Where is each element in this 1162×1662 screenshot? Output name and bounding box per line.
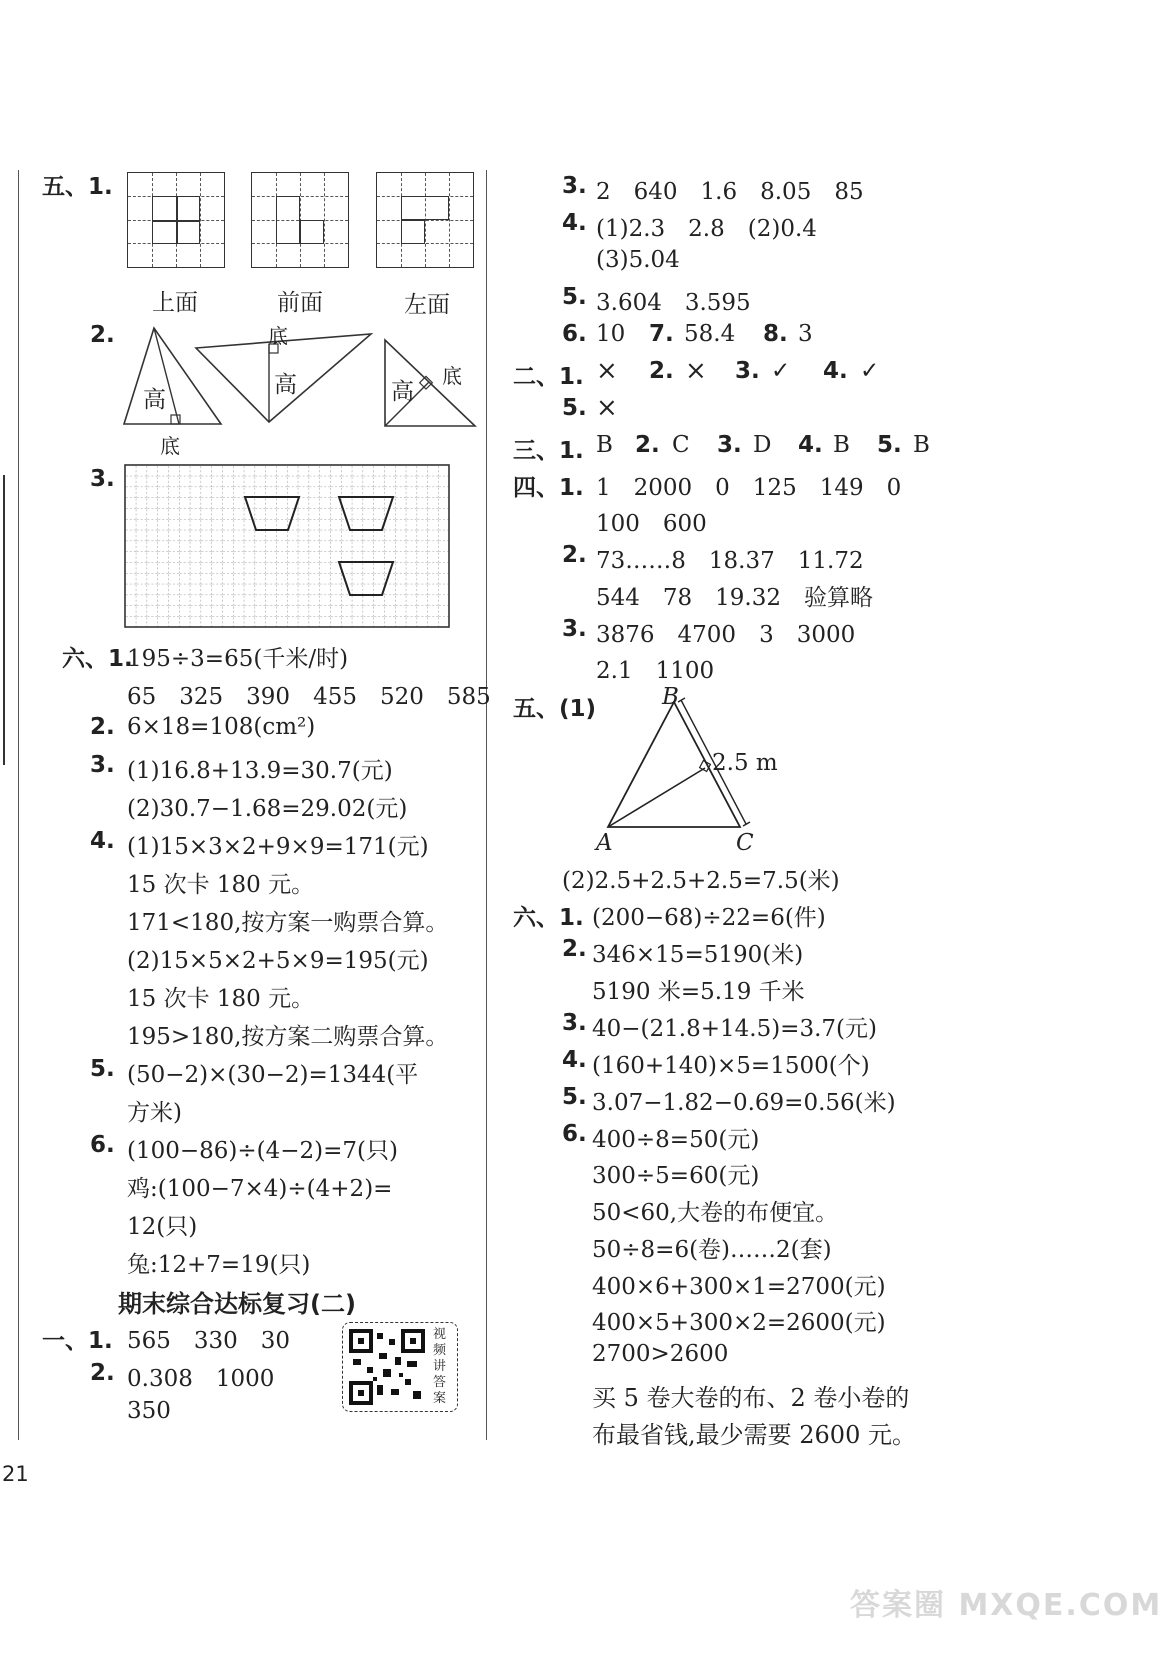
s6-q1-line2: 65 325 390 455 520 585	[127, 684, 491, 710]
sec3-a1: B	[596, 432, 613, 458]
sec6-q6-line7: 2700>2600	[592, 1341, 729, 1367]
sec6-q6-line3: 50<60,大卷的布便宜。	[592, 1200, 839, 1226]
t1-base-label: 底	[160, 434, 180, 458]
sec6-q2-line2: 5190 米=5.19 千米	[592, 979, 805, 1005]
s1-q2-line1: 0.308 1000	[127, 1366, 275, 1392]
front-view-grid	[251, 172, 349, 268]
sec3-a2: C	[672, 432, 690, 458]
point-c-label: C	[736, 830, 754, 856]
sec6-q6-line6: 400×5+300×2=2600(元)	[592, 1310, 886, 1336]
s1-q1-text: 565 330 30	[127, 1328, 291, 1354]
sec6-q2-number: 2.	[562, 936, 587, 962]
s6-q3-number: 3.	[90, 752, 115, 778]
r-q8-number: 8.	[763, 321, 788, 347]
left-view-grid	[376, 172, 474, 268]
sec6-q6-number: 6.	[562, 1121, 587, 1147]
section-6-header: 六、1.	[62, 646, 133, 672]
q2-number: 2.	[90, 322, 115, 348]
q3-number: 3.	[90, 466, 115, 492]
r-q3-text: 2 640 1.6 8.05 85	[596, 179, 864, 205]
sec2-n2: 2.	[649, 358, 674, 384]
sec3-a4: B	[833, 432, 850, 458]
t3-base-label: 底	[442, 364, 462, 388]
r-q5-text: 3.604 3.595	[596, 290, 751, 316]
sec6-q5-text: 3.07−1.82−0.69=0.56(米)	[592, 1090, 896, 1116]
sec3-n2: 2.	[635, 432, 660, 458]
t3-height-label: 高	[391, 379, 414, 405]
sec6-q6-line1: 400÷8=50(元)	[592, 1127, 760, 1153]
length-label: 2.5 m	[712, 750, 778, 776]
view-label-front: 前面	[277, 290, 323, 316]
s6-q2-number: 2.	[90, 714, 115, 740]
point-a-label: A	[596, 830, 613, 856]
section-1-header: 一、1.	[42, 1328, 113, 1354]
sec2-n3: 3.	[735, 358, 760, 384]
watermark: 答案圈 MXQE.COM	[850, 1588, 1162, 1623]
qr-code-box[interactable]	[342, 1322, 458, 1412]
point-b-label: B	[662, 684, 679, 710]
view-label-top: 上面	[152, 290, 198, 316]
r-q4-line1: (1)2.3 2.8 (2)0.4	[596, 216, 817, 242]
sec4-q3-line1: 3876 4700 3 3000	[596, 622, 856, 648]
trapezoid-grid	[125, 465, 450, 630]
sec6-q6-line5: 400×6+300×1=2700(元)	[592, 1274, 886, 1300]
sec6-q2-line1: 346×15=5190(米)	[592, 942, 804, 968]
column-divider	[486, 170, 487, 1440]
r-q5-number: 5.	[562, 284, 587, 310]
sec6-q6-line4: 50÷8=6(卷)……2(套)	[592, 1237, 832, 1263]
sec3-header: 三、1.	[513, 438, 584, 464]
s6-q4-line5: 15 次卡 180 元。	[127, 986, 315, 1012]
s6-q4-line6: 195>180,按方案二购票合算。	[127, 1024, 449, 1050]
sec2-header: 二、1.	[513, 364, 584, 390]
s6-q6-line3: 12(只)	[127, 1214, 198, 1240]
sec4-q2-line2: 544 78 19.32 验算略	[596, 585, 874, 611]
sec4-q3-line2: 2.1 1100	[596, 658, 715, 684]
t2-height-label: 高	[274, 372, 297, 398]
s6-q4-line4: (2)15×5×2+5×9=195(元)	[127, 948, 429, 974]
sec2-a4: ✓	[860, 358, 880, 384]
s6-q2-text: 6×18=108(cm²)	[127, 714, 316, 740]
r-q7-value: 58.4	[684, 321, 736, 347]
sec4-q1-line2: 100 600	[596, 511, 707, 537]
s6-q4-line1: (1)15×3×2+9×9=171(元)	[127, 834, 429, 860]
qr-code-icon	[349, 1329, 425, 1405]
sec5-header: 五、(1)	[513, 696, 597, 722]
sec6-q6-line9: 布最省钱,最少需要 2600 元。	[592, 1421, 916, 1449]
sec3-a3: D	[753, 432, 772, 458]
t2-base-label: 底	[268, 324, 288, 348]
s1-q2-number: 2.	[90, 1360, 115, 1386]
s6-q6-line1: (100−86)÷(4−2)=7(只)	[127, 1138, 398, 1164]
r-q6-value: 10	[596, 321, 626, 347]
r-q8-value: 3	[798, 321, 813, 347]
s6-q4-number: 4.	[90, 828, 115, 854]
sec6-q6-line2: 300÷5=60(元)	[592, 1163, 760, 1189]
sec4-q3-number: 3.	[562, 616, 587, 642]
r-q4-line2: (3)5.04	[596, 247, 680, 273]
sec4-q2-line1: 73……8 18.37 11.72	[596, 548, 864, 574]
t1-height-label: 高	[143, 387, 166, 413]
left-margin-line	[18, 170, 19, 1440]
sec6-q5-number: 5.	[562, 1084, 587, 1110]
sec3-n3: 3.	[717, 432, 742, 458]
r-q7-number: 7.	[649, 321, 674, 347]
sec5-q2-text: (2)2.5+2.5+2.5=7.5(米)	[562, 868, 840, 894]
sec3-n4: 4.	[798, 432, 823, 458]
r-q3-number: 3.	[562, 173, 587, 199]
s6-q3-line1: (1)16.8+13.9=30.7(元)	[127, 758, 393, 784]
s6-q6-number: 6.	[90, 1132, 115, 1158]
s6-q5-line2: 方米)	[127, 1100, 182, 1126]
sec6-q1-text: (200−68)÷22=6(件)	[592, 905, 826, 931]
sec2-a3: ✓	[771, 358, 791, 384]
sec2-n4: 4.	[823, 358, 848, 384]
s6-q4-line3: 171<180,按方案一购票合算。	[127, 910, 449, 936]
review-title: 期末综合达标复习(二)	[118, 1290, 356, 1318]
s6-q5-number: 5.	[90, 1056, 115, 1082]
s6-q6-line2: 鸡:(100−7×4)÷(4+2)=	[127, 1176, 393, 1202]
sec6-q4-number: 4.	[562, 1047, 587, 1073]
sec3-n5: 5.	[877, 432, 902, 458]
sec4-q2-number: 2.	[562, 542, 587, 568]
s6-q4-line2: 15 次卡 180 元。	[127, 872, 315, 898]
sec2-n5: 5.	[562, 395, 587, 421]
page-number: 21	[2, 1462, 29, 1486]
sec4-q1-line1: 1 2000 0 125 149 0	[596, 475, 902, 501]
r-q6-number: 6.	[562, 321, 587, 347]
s6-q6-line4: 兔:12+7=19(只)	[127, 1252, 311, 1278]
sec6-q4-text: (160+140)×5=1500(个)	[592, 1053, 870, 1079]
sec4-header: 四、1.	[513, 475, 584, 501]
sec2-a1: ×	[596, 356, 618, 386]
s6-q1-line1: 195÷3=65(千米/时)	[127, 646, 349, 672]
s1-q2-line2: 350	[127, 1398, 171, 1424]
sec2-a5: ×	[596, 393, 618, 423]
s6-q3-line2: (2)30.7−1.68=29.02(元)	[127, 796, 408, 822]
view-label-left: 左面	[404, 292, 450, 318]
r-q4-number: 4.	[562, 210, 587, 236]
qr-label: 视频讲答案	[433, 1327, 447, 1406]
sec2-a2: ×	[685, 356, 707, 386]
s6-q5-line1: (50−2)×(30−2)=1344(平	[127, 1062, 419, 1088]
section-5-header: 五、1.	[42, 174, 113, 200]
sec6-header: 六、1.	[513, 905, 584, 931]
sec6-q3-number: 3.	[562, 1010, 587, 1036]
binding-mark	[3, 475, 5, 765]
top-view-grid	[127, 172, 225, 268]
sec6-q6-line8: 买 5 卷大卷的布、2 卷小卷的	[592, 1384, 910, 1412]
sec3-a5: B	[913, 432, 930, 458]
sec6-q3-text: 40−(21.8+14.5)=3.7(元)	[592, 1016, 877, 1042]
